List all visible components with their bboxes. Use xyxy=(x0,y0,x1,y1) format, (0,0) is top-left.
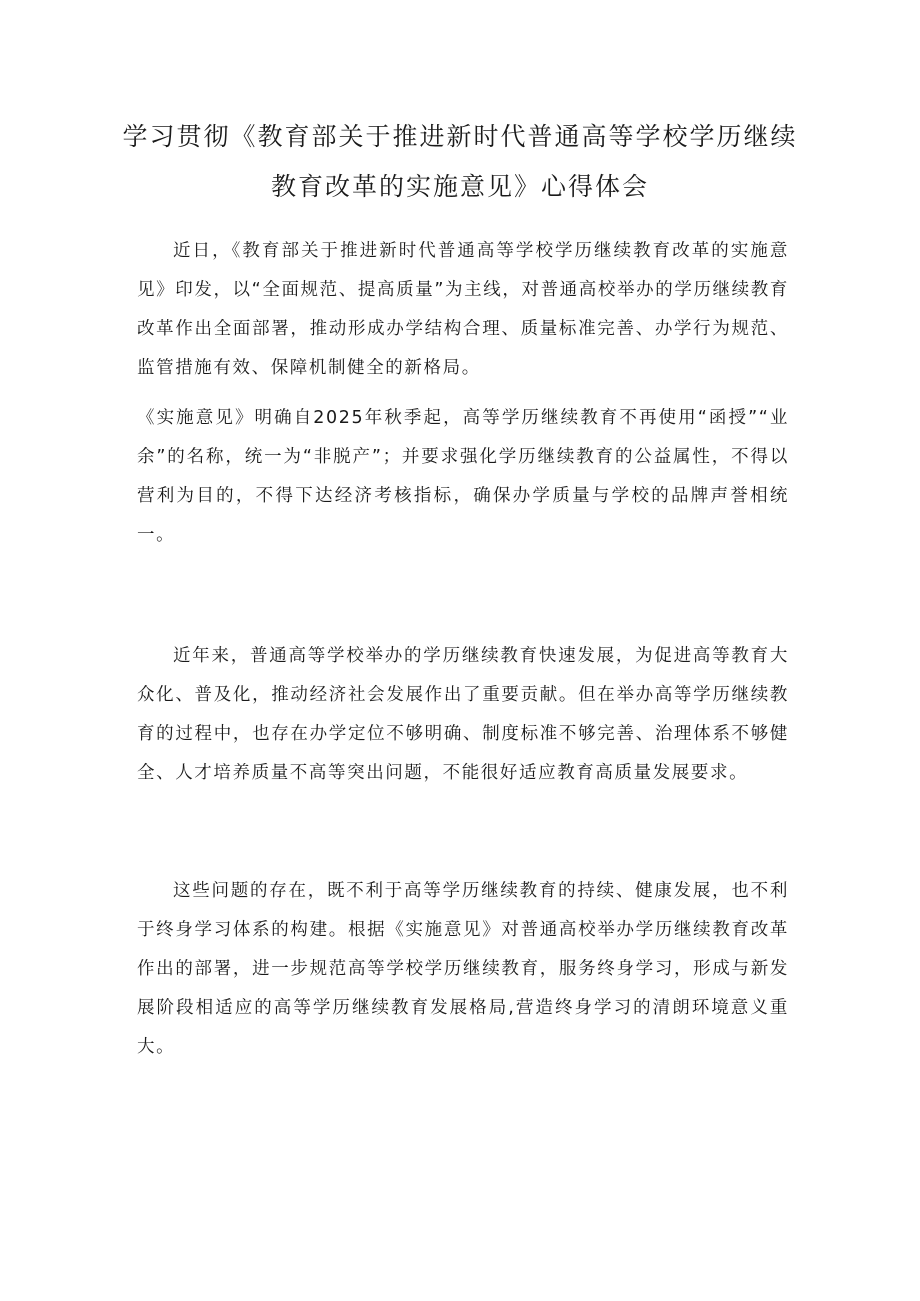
document-title-line-1: 学习贯彻《教育部关于推进新时代普通高等学校学历继续 xyxy=(122,122,798,151)
body-paragraph-3: 近年来，普通高等学校举办的学历继续教育快速发展，为促进高等教育大众化、普及化，推动经济社会发展作出了重要贡献。但在举办高等学历继续教育的过程中，也存在办学定位不够明确、制度标准不够完善、治理体系不够健全、人才培养质量不高等突出问题，不能很好适应教育高质量发展要求。 xyxy=(137,646,789,783)
document-title-line-2: 教育改革的实施意见》心得体会 xyxy=(270,172,649,201)
body-paragraph-2: 《实施意见》明确自2025年秋季起，高等学历继续教育不再使用“函授”“业余”的名称，统一为“非脱产”；并要求强化学历继续教育的公益属性，不得以营利为目的，不得下达经济考核指标，确保办学质量与学校的品牌声誉相统一。 xyxy=(137,408,789,545)
body-paragraph-1: 近日，《教育部关于推进新时代普通高等学校学历继续教育改革的实施意见》印发，以“全面规范、提高质量”为主线，对普通高校举办的学历继续教育改革作出全面部署，推动形成办学结构合理、质量标准完善、办学行为规范、监管措施有效、保障机制健全的新格局。 xyxy=(137,241,789,378)
body-paragraph-4: 这些问题的存在，既不利于高等学历继续教育的持续、健康发展，也不利于终身学习体系的构建。根据《实施意见》对普通高校举办学历继续教育改革作出的部署，进一步规范高等学校学历继续教育，服务终身学习，形成与新发展阶段相适应的高等学历继续教育发展格局,营造终身学习的清朗环境意义重大。 xyxy=(137,881,789,1057)
